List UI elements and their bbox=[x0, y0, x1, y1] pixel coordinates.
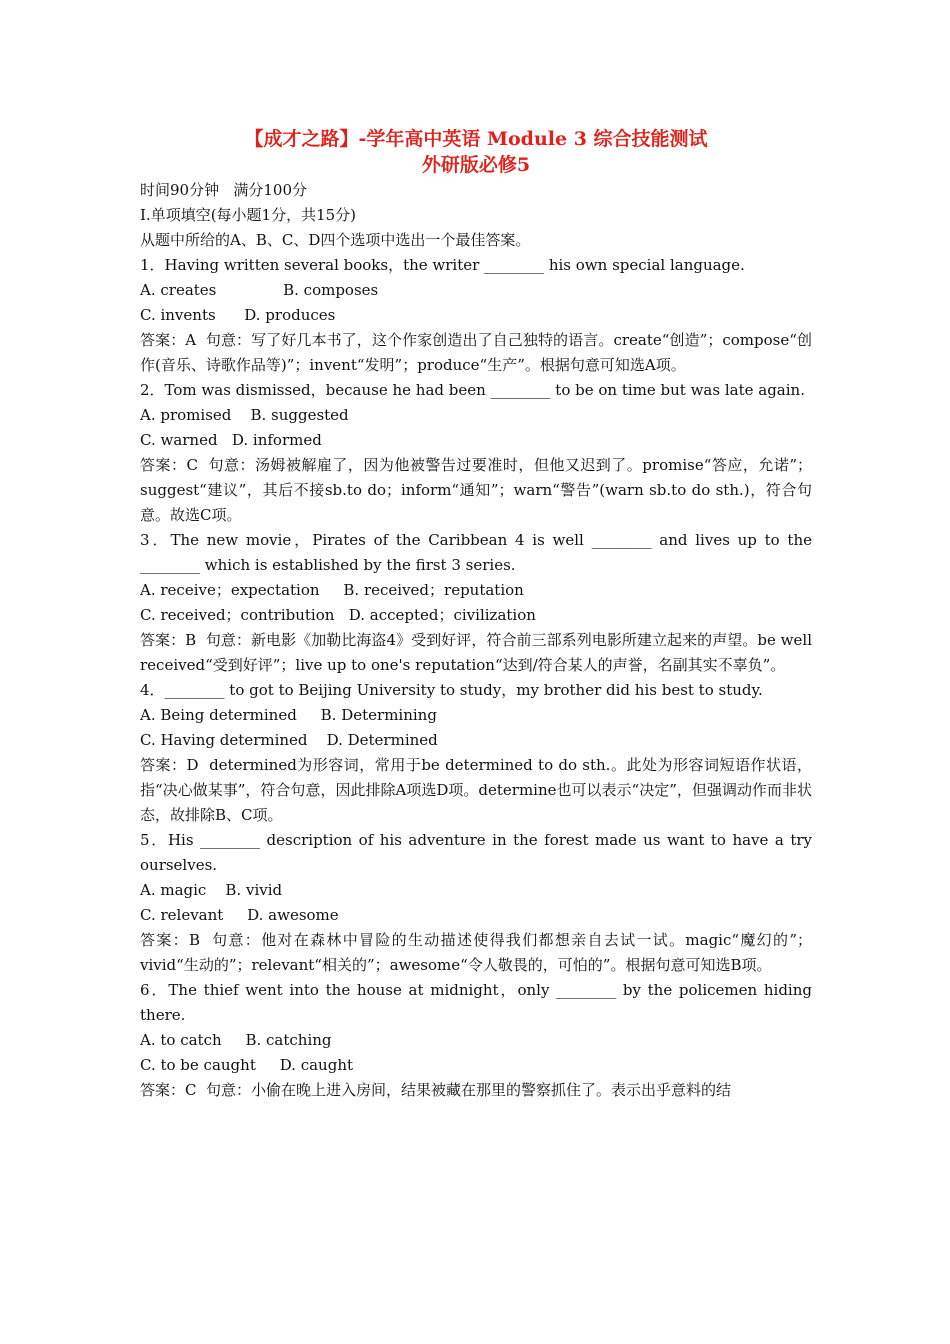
options-line-2: C. to be caught D. caught bbox=[140, 1056, 354, 1074]
options-line-2: C. Having determined D. Determined bbox=[140, 731, 438, 749]
options-line-1: A. receive；expectation B. received；reputation bbox=[140, 581, 524, 599]
question-2 bbox=[140, 378, 812, 528]
options-line-1: A. to catch B. catching bbox=[140, 1031, 332, 1049]
answer-explanation: 答案：A 句意：写了好几本书了，这个作家创造出了自己独特的语言。create“创造”；compose“创作(音乐、诗歌作品等)”；invent“发明”；produce“生产”。根据句意可知选A项。 bbox=[140, 331, 812, 374]
question-stem: 5．His ________ description of his adventure in the forest made us want to have a try ourselves. bbox=[140, 831, 817, 874]
question-5 bbox=[140, 828, 817, 978]
document-title-line-1: 【成才之路】-学年高中英语 Module 3 综合技能测试 bbox=[244, 128, 708, 150]
answer-explanation: 答案：C 句意：小偷在晚上进入房间，结果被藏在那里的警察抓住了。表示出乎意料的结 bbox=[140, 1081, 732, 1099]
document-page bbox=[140, 126, 817, 1103]
answer-explanation: 答案：B 句意：新电影《加勒比海盗4》受到好评，符合前三部系列电影所建立起来的声望。be well received“受到好评”；live up to one's reputation“达到/符合某人的声誉，名副其实不辜负”。 bbox=[140, 631, 817, 674]
question-6 bbox=[140, 978, 817, 1103]
answer-explanation: 答案：D determined为形容词，常用于be determined to do sth.。此处为形容词短语作状语，指“决心做某事”，符合句意，因此排除A项选D项。determine也可以表示“决定”，但强调动作而非状态，故排除B、C项。 bbox=[140, 756, 812, 824]
answer-explanation: 答案：C 句意：汤姆被解雇了，因为他被警告过要准时，但他又迟到了。promise“答应，允诺”；suggest“建议”，其后不接sb.to do；inform“通知”；warn“警告”(warn sb.to do sth.)，符合句意。故选C项。 bbox=[140, 456, 812, 524]
question-stem: 2．Tom was dismissed，because he had been ________ to be on time but was late again. bbox=[140, 381, 805, 399]
section-instruction: 从题中所给的A、B、C、D四个选项中选出一个最佳答案。 bbox=[140, 231, 531, 249]
question-stem: 3．The new movie，Pirates of the Caribbean 4 is well ________ and lives up to the ________ which is established by the first 3 series. bbox=[140, 531, 817, 574]
question-stem: 1．Having written several books，the writer ________ his own special language. bbox=[140, 256, 745, 274]
question-stem: 6．The thief went into the house at midnight，only ________ by the policemen hiding there. bbox=[140, 981, 817, 1024]
options-line-2: C. relevant D. awesome bbox=[140, 906, 339, 924]
options-line-1: A. creates B. composes bbox=[140, 281, 379, 299]
options-line-1: A. magic B. vivid bbox=[140, 881, 283, 899]
options-line-1: A. Being determined B. Determining bbox=[140, 706, 437, 724]
question-3 bbox=[140, 528, 817, 678]
options-line-2: C. warned D. informed bbox=[140, 431, 322, 449]
answer-explanation: 答案：B 句意：他对在森林中冒险的生动描述使得我们都想亲自去试一试。magic“魔幻的”；vivid“生动的”；relevant“相关的”；awesome“令人敬畏的，可怕的”。根据句意可知选B项。 bbox=[140, 931, 812, 974]
question-4 bbox=[140, 678, 812, 828]
question-stem: 4．________ to got to Beijing University to study，my brother did his best to study. bbox=[140, 681, 763, 699]
options-line-1: A. promised B. suggested bbox=[140, 406, 349, 424]
exam-meta: 时间90分钟 满分100分 bbox=[140, 181, 308, 199]
section-heading: Ⅰ.单项填空(每小题1分，共15分) bbox=[140, 206, 357, 224]
options-line-2: C. invents D. produces bbox=[140, 306, 336, 324]
options-line-2: C. received；contribution D. accepted；civilization bbox=[140, 606, 536, 624]
question-1 bbox=[140, 253, 812, 378]
document-title-line-2: 外研版必修5 bbox=[421, 154, 531, 176]
